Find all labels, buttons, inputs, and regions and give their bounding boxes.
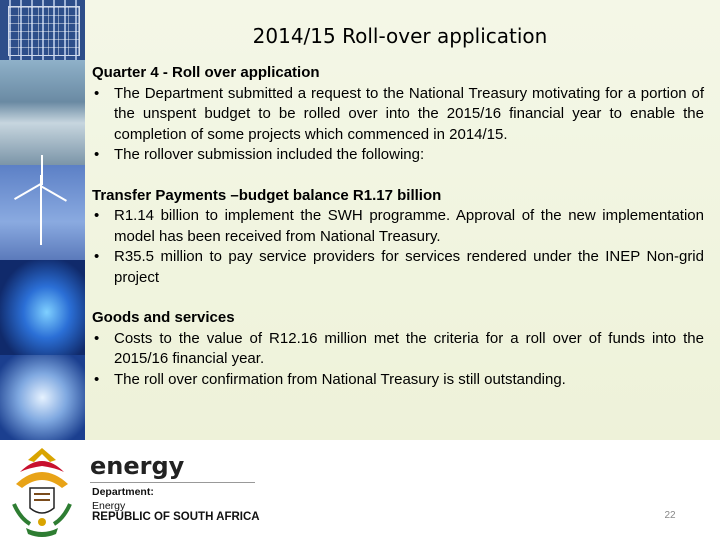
section-goods-and-services (92, 308, 704, 390)
bullet-item: • The Department submitted a request to the National Treasury motivating for a portion of the unspent budget to be rolled over into the 2015/16 financial year to enable the completion of some projects which commenced in 2014/15. (92, 84, 704, 146)
bullet-list (92, 206, 704, 288)
footer-logo-bar (0, 440, 720, 540)
energy-image-strip (0, 0, 85, 440)
bullet-item: • R35.5 million to pay service providers for services rendered under the INEP Non-grid project (92, 247, 704, 288)
slide-content (92, 63, 704, 410)
light-bulb-image (0, 355, 85, 440)
page-number: 22 (664, 510, 676, 521)
solar-cells (8, 6, 80, 56)
section-heading: Quarter 4 - Roll over application (92, 64, 320, 81)
brand-wordmark: energy (90, 452, 185, 480)
pipeline-image (0, 60, 85, 165)
bullet-item: • The rollover submission included the following: (92, 145, 704, 166)
south-africa-coat-of-arms-icon (6, 444, 78, 538)
turbine-blade (41, 155, 43, 185)
bullet-item: • Costs to the value of R12.16 million met the criteria for a roll over of funds into the 2015/16 financial year. (92, 329, 704, 370)
brand-divider (90, 482, 255, 483)
bullet-item: • R1.14 billion to implement the SWH programme. Approval of the new implementation model has been received from National Treasury. (92, 206, 704, 247)
department-name: Energy (92, 500, 126, 512)
country-name: REPUBLIC OF SOUTH AFRICA (92, 511, 260, 523)
bullet-list (92, 329, 704, 391)
section-transfer-payments (92, 186, 704, 289)
section-heading: Goods and services (92, 309, 235, 326)
bullet-item: • The roll over confirmation from National Treasury is still outstanding. (92, 370, 704, 391)
department-label: Department: (92, 486, 154, 498)
section-heading: Transfer Payments –budget balance R1.17 billion (92, 186, 442, 204)
gas-flame-image (0, 260, 85, 355)
solar-panel-image (0, 0, 85, 60)
slide-title: 2014/15 Roll-over application (252, 24, 548, 48)
bullet-list (92, 84, 704, 166)
section-quarter-4 (92, 63, 704, 166)
